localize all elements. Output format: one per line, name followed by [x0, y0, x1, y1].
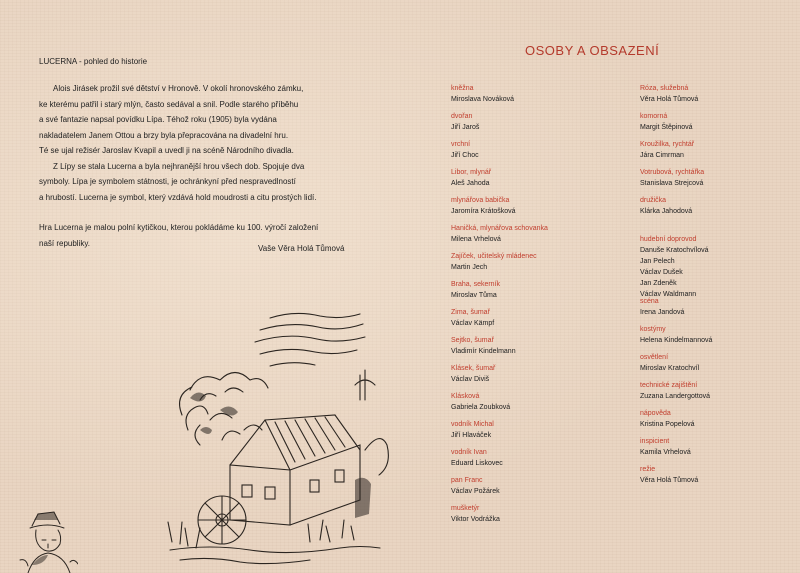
cast-entry: [451, 168, 601, 196]
cast-column-left: [451, 84, 601, 532]
cast-entry: [451, 140, 601, 168]
cast-entry: [451, 280, 601, 308]
cast-entry: [640, 437, 790, 465]
cast-entry: [640, 325, 790, 353]
role-label: inspicient: [640, 438, 670, 445]
figure-drawing: [18, 510, 78, 573]
actor-name: Kristina Popelová: [640, 421, 695, 428]
role-label: technické zajištění: [640, 382, 698, 389]
watermill-drawing: [160, 280, 390, 570]
line: a své fantazie napsal povídku Lípa. Téhož roku (1905) byla vydána: [39, 115, 277, 124]
actor-name: Václav Požárek: [451, 488, 500, 495]
role-label: Votrubová, rychtářka: [640, 169, 705, 176]
actor-name: Kamila Vrhelová: [640, 449, 691, 456]
cast-entry: [640, 140, 790, 168]
actor-name: Klárka Jahodová: [640, 208, 693, 215]
cast-entry: [451, 196, 601, 224]
actor-name: Stanislava Strejcová: [640, 180, 704, 187]
intro-text: [39, 81, 384, 251]
actor-name: Jiří Jaroš: [451, 124, 480, 131]
actor-name: Aleš Jahoda: [451, 180, 490, 187]
cast-entry: [640, 84, 790, 112]
role-label: hudební doprovod: [640, 236, 697, 243]
actor-name: Jan Zdeněk: [640, 280, 677, 287]
cast-entry: [640, 381, 790, 409]
line: nakladatelem Janem Ottou a brzy byla přepracována na divadelní hru.: [39, 130, 289, 140]
actor-name: Věra Holá Tůmová: [640, 96, 699, 103]
line: symboly. Lípa je symbolem státnosti, je ochránkyní před nespravedlností: [39, 177, 296, 186]
role-label: Libor, mlynář: [451, 169, 492, 176]
actor-name: Vladimír Kindelmann: [451, 348, 516, 355]
cast-entry: [451, 336, 601, 364]
role-label: Zajíček, učitelský mládenec: [451, 253, 537, 260]
cast-entry: [451, 224, 601, 252]
role-label: Klásková: [451, 393, 480, 400]
actor-name: Milena Vrhelová: [451, 236, 501, 243]
actor-name: Jiří Hlaváček: [451, 432, 492, 439]
cast-entry: [640, 168, 790, 196]
role-label: nápověda: [640, 410, 671, 417]
role-label: Zima, šumař: [451, 309, 490, 316]
cast-entry: [451, 252, 601, 280]
signature: Vaše Věra Holá Tůmová: [258, 244, 345, 253]
role-label: kněžna: [451, 85, 474, 92]
actor-name: Václav Kämpf: [451, 320, 495, 327]
role-label: kostýmy: [640, 326, 666, 333]
actor-name: Jan Pelech: [640, 258, 675, 265]
role-label: Sejtko, šumař: [451, 337, 494, 344]
cast-entry: [640, 196, 790, 224]
actor-name: Helena Kindelmannová: [640, 337, 713, 344]
actor-name: Gabriela Zoubková: [451, 404, 511, 411]
cast-entry: [640, 353, 790, 381]
role-label: Braha, sekerník: [451, 281, 501, 288]
line: ke kterému patřil i starý mlýn, často sedával a snil. Podle starého příběhu: [39, 99, 299, 109]
line: Hra Lucerna je malou polní kytičkou, kterou pokládáme ku 100. výročí založení: [39, 223, 319, 232]
cast-entry: [451, 420, 601, 448]
line: naší republiky.: [39, 238, 90, 248]
role-label: komorná: [640, 113, 668, 120]
cast-entry: [451, 112, 601, 140]
cast-entry: [451, 308, 601, 336]
cast-entry: [640, 112, 790, 140]
actor-name: Věra Holá Tůmová: [640, 477, 699, 484]
cast-entry: [451, 476, 601, 504]
role-label: pan Franc: [451, 477, 483, 484]
actor-name: Václav Dušek: [640, 269, 683, 276]
cast-entry: [640, 297, 790, 325]
page-title: LUCERNA - pohled do historie: [39, 57, 148, 66]
role-label: vrchní: [451, 141, 471, 148]
role-label: Kroužilka, rychtář: [640, 141, 695, 148]
actor-name: Eduard Liskovec: [451, 460, 503, 467]
cast-entry: [451, 504, 601, 532]
actor-name: Martin Jech: [451, 264, 488, 271]
cast-entry: [451, 448, 601, 476]
role-label: scéna: [640, 298, 659, 305]
actor-name: Irena Jandová: [640, 309, 685, 316]
role-label: Róza, služebná: [640, 85, 689, 92]
role-label: mušketýr: [451, 505, 480, 512]
cast-entry: [451, 84, 601, 112]
actor-name: Miroslava Nováková: [451, 96, 515, 103]
line: Té se ujal režisér Jaroslav Kvapil a uvedl ji na scéně Národního divadla.: [39, 146, 294, 155]
paragraph-1: [39, 81, 384, 159]
actor-name: Václav Diviš: [451, 376, 490, 383]
actor-name: Jára Cimrman: [640, 152, 684, 159]
line: a hrubostí. Lucerna je symbol, který vzdává hold moudrosti a citu prostých lidí.: [39, 192, 317, 202]
actor-name: Václav Waldmann: [640, 291, 697, 298]
actor-name: Miroslav Tůma: [451, 292, 497, 299]
role-label: Klásek, šumař: [451, 365, 496, 372]
role-label: Haničká, mlynářova schovanka: [451, 225, 548, 232]
cast-entry: [640, 409, 790, 437]
actor-name: Zuzana Landergottová: [640, 393, 711, 400]
cast-heading: OSOBY A OBSAZENÍ: [525, 43, 660, 58]
actor-name: Jiří Choc: [451, 152, 479, 159]
actor-name: Viktor Vodrážka: [451, 516, 500, 523]
role-label: dvořan: [451, 113, 473, 120]
cast-entry: [451, 392, 601, 420]
cast-entry: [451, 364, 601, 392]
role-label: mlynářova babička: [451, 197, 510, 204]
cast-entry: [640, 235, 790, 297]
role-label: vodník Ivan: [451, 449, 487, 456]
role-label: režie: [640, 466, 656, 473]
role-label: družička: [640, 197, 667, 204]
actor-name: Margit Štěpinová: [640, 124, 693, 131]
role-label: osvětlení: [640, 354, 669, 361]
paragraph-2: [39, 159, 384, 206]
cast-entry: [640, 465, 790, 493]
line: Alois Jirásek prožil své dětství v Hronově. V okolí hronovského zámku,: [53, 84, 304, 93]
actor-name: Miroslav Kratochvíl: [640, 365, 700, 372]
actor-name: Danuše Kratochvílová: [640, 247, 709, 254]
role-label: vodník Michal: [451, 421, 494, 428]
line: Z Lípy se stala Lucerna a byla nejhranější hrou všech dob. Spojuje dva: [53, 161, 305, 171]
actor-name: Jaromíra Krátošková: [451, 208, 516, 215]
cast-column-right: [640, 84, 790, 493]
